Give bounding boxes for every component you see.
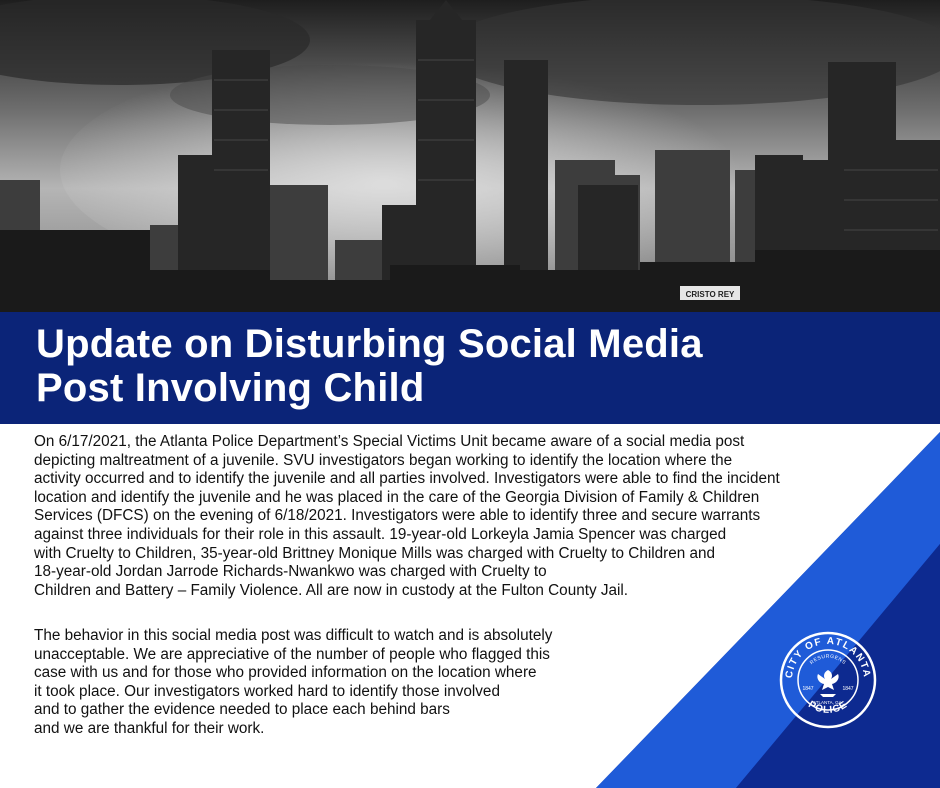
building-sign: CRISTO REY (685, 290, 735, 299)
body-paragraph-incident: On 6/17/2021, the Atlanta Police Department’s Special Victims Unit became aware of a social media post depicting maltreatment of a juvenile. SVU investigators began working to identify the location where the activity occurred and to identify the juvenile and all parties involved. Investigators were able to find the incident location and identify the juvenile and he was placed in the care of the Georgia Division of Family & Children Services (DFCS) on the evening of 6/18/2021. Investigators were able to identify three and secure warrants against three individuals for their role in this assault. 19-year-old Lorkeyla Jamia Spencer was charged with Cruelty to Children, 35-year-old Brittney Monique Mills was charged with Cruelty to Children and 18-year-old Jordan Jarrode Richards-Nwankwo was charged with Cruelty to Children and Battery – Family Violence. All are now in custody at the Fulton County Jail. (34, 433, 780, 599)
skyline-photo (0, 0, 940, 314)
seal-motto: RESURGENS (808, 653, 848, 667)
page-title: Update on Disturbing Social Media Post Involving Child (36, 322, 703, 410)
phoenix-icon (817, 670, 838, 697)
seal-city-state: ATLANTA, GA. (813, 700, 843, 705)
svg-text:RESURGENS (809, 654, 847, 666)
body-paragraph-statement: The behavior in this social media post was difficult to watch and is absolutely unacceptable. We are appreciative of the number of people who flagged this case with us and for those who provided information on the location where it took place. Our investigators worked hard to identify those involved and to gather the evidence needed to place each behind bars and we are thankful for their work. (34, 627, 553, 737)
seal-year-right: 1847 (842, 686, 854, 692)
seal-bottom-text: POLICE (806, 699, 850, 716)
skyline-illustration (0, 0, 940, 314)
police-seal-icon (778, 630, 878, 730)
seal-top-text: CITY OF ATLANTA (783, 635, 873, 680)
seal-year-left: 1847 (802, 686, 814, 692)
